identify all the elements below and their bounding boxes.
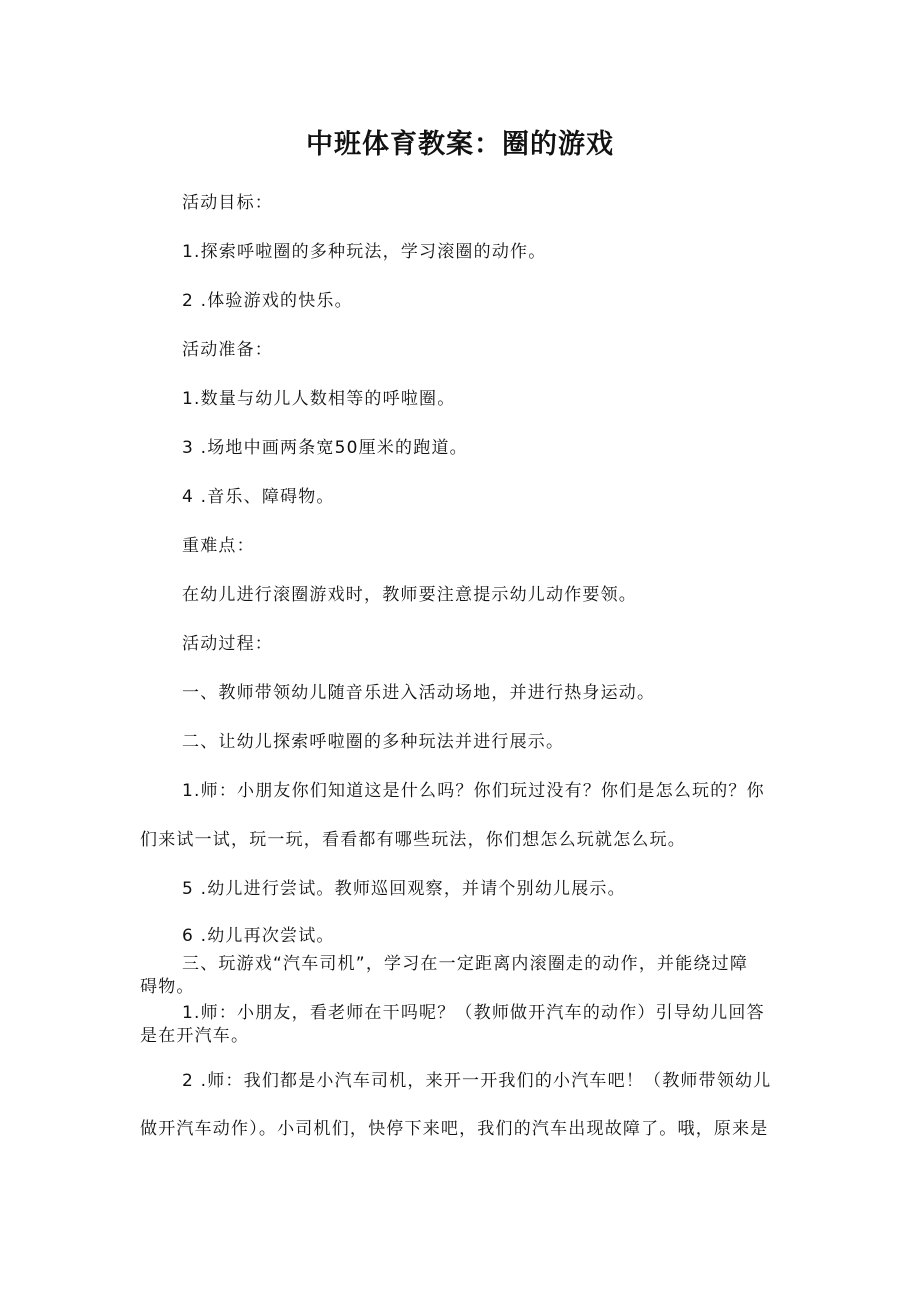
paragraph: 三、玩游戏“汽车司机”，学习在一定距离内滚圈走的动作，并能绕过障 — [182, 954, 749, 974]
paragraph: 3 .场地中画两条宽50厘米的跑道。 — [182, 438, 468, 458]
paragraph: 1.师：小朋友你们知道这是什么吗？你们玩过没有？你们是怎么玩的？你 — [182, 781, 765, 801]
paragraph: 1.数量与幼儿人数相等的呼啦圈。 — [182, 389, 456, 409]
paragraph: 1.师：小朋友，看老师在干吗呢？（教师做开汽车的动作）引导幼儿回答 — [182, 1003, 765, 1023]
paragraph-continuation: 们来试一试，玩一玩，看看都有哪些玩法，你们想怎么玩就怎么玩。 — [140, 830, 686, 850]
paragraph: 二、让幼儿探索呼啦圈的多种玩法并进行展示。 — [182, 732, 565, 752]
paragraph-continuation: 碍物。 — [140, 977, 195, 997]
section-heading-process: 活动过程： — [182, 634, 273, 654]
document-title: 中班体育教案：圈的游戏 — [306, 129, 614, 160]
paragraph: 4 .音乐、障碍物。 — [182, 487, 335, 507]
paragraph: 2 .师：我们都是小汽车司机，来开一开我们的小汽车吧！（教师带领幼儿 — [182, 1071, 772, 1091]
paragraph: 5 .幼儿进行尝试。教师巡回观察，并请个别幼儿展示。 — [182, 879, 626, 899]
paragraph: 1.探索呼啦圈的多种玩法，学习滚圈的动作。 — [182, 242, 547, 262]
section-heading-key-points: 重难点： — [182, 536, 255, 556]
section-heading-preparation: 活动准备： — [182, 340, 273, 360]
paragraph: 在幼儿进行滚圈游戏时，教师要注意提示幼儿动作要领。 — [182, 585, 637, 605]
paragraph: 6 .幼儿再次尝试。 — [182, 926, 335, 946]
paragraph-continuation: 是在开汽车。 — [140, 1026, 250, 1046]
paragraph-continuation: 做开汽车动作）。小司机们，快停下来吧，我们的汽车出现故障了。哦，原来是 — [140, 1119, 769, 1139]
paragraph: 一、教师带领幼儿随音乐进入活动场地，并进行热身运动。 — [182, 683, 656, 703]
paragraph: 2 .体验游戏的快乐。 — [182, 291, 353, 311]
section-heading-goals: 活动目标： — [182, 193, 273, 213]
